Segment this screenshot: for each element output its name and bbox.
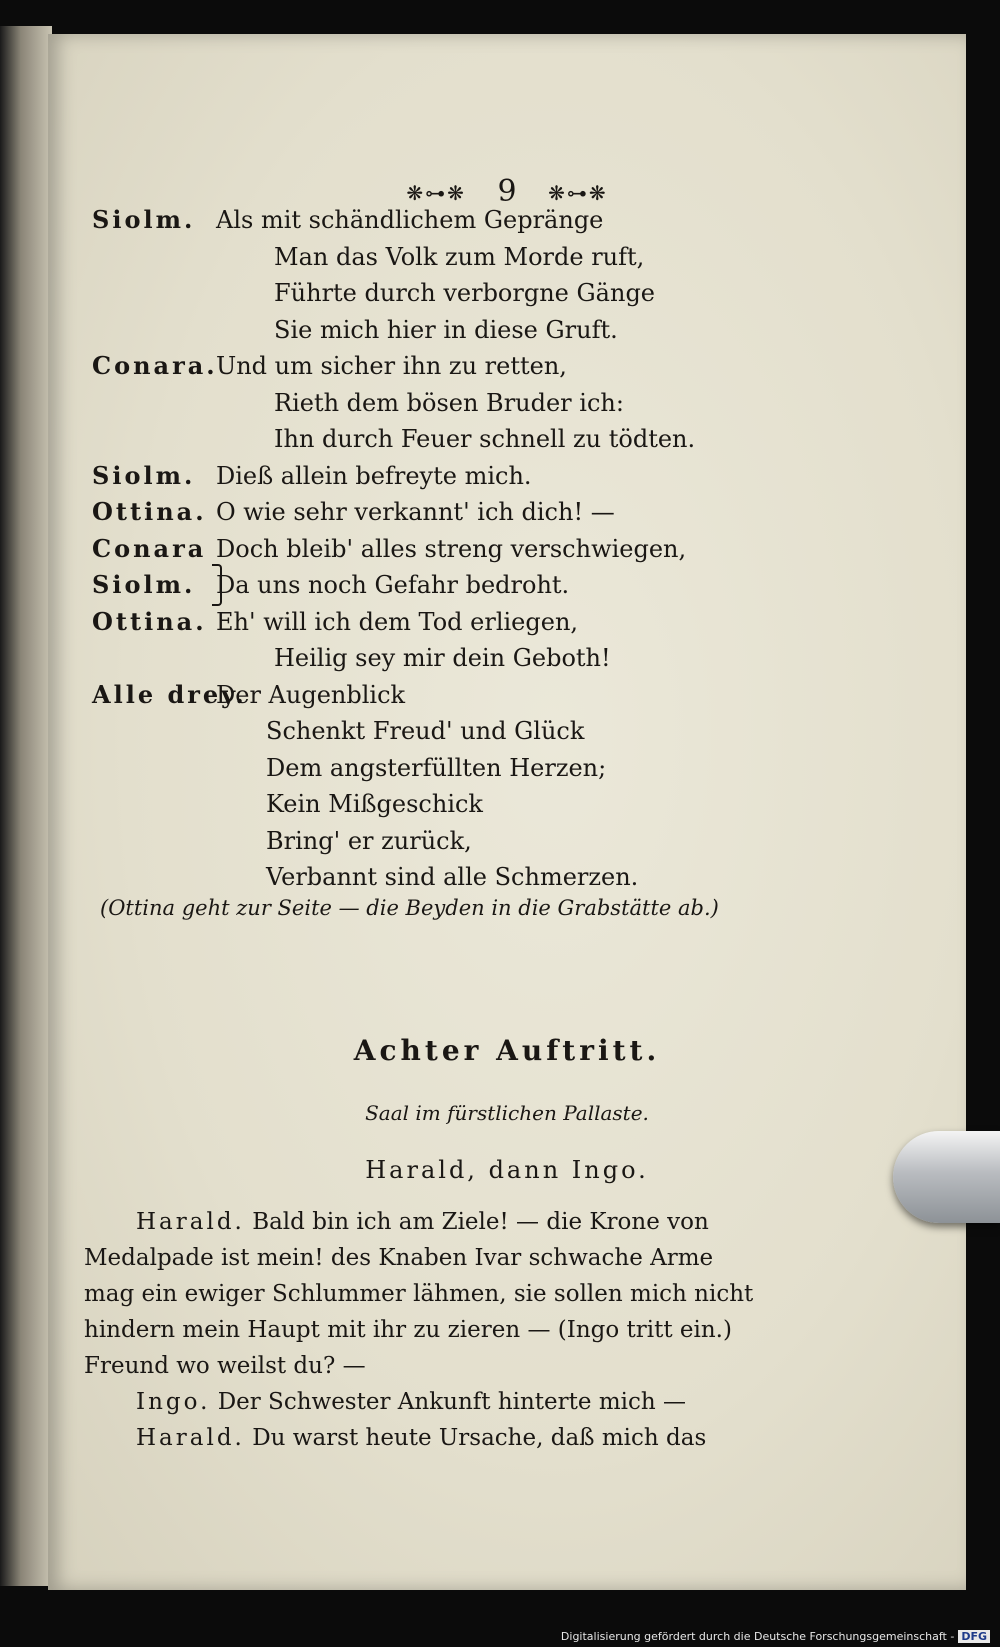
speaker-name: Ingo. bbox=[136, 1389, 211, 1415]
verse-line bbox=[92, 275, 655, 311]
prose-line: Freund wo weilst du? — bbox=[84, 1353, 366, 1379]
verse-line bbox=[92, 421, 695, 457]
footer-credit bbox=[561, 1630, 990, 1643]
footer-text: Digitalisierung gefördert durch die Deutsche Forschungsgemeinschaft - bbox=[560, 1630, 955, 1643]
scene-title: Achter Auftritt. bbox=[353, 1034, 661, 1067]
verse-text: O wie sehr verkannt' ich dich! — bbox=[216, 498, 615, 526]
verse-line bbox=[92, 567, 569, 603]
speaker-brace bbox=[212, 564, 222, 606]
verse-line bbox=[92, 458, 532, 494]
speaker-name: Siolm. bbox=[92, 205, 196, 234]
page-number: 9 bbox=[497, 174, 517, 209]
verse-line bbox=[92, 859, 638, 895]
verse-line bbox=[92, 604, 578, 640]
verse-text: Heilig sey mir dein Geboth! bbox=[274, 644, 611, 672]
verse-text: Verbannt sind alle Schmerzen. bbox=[266, 863, 639, 891]
verse-line bbox=[92, 494, 615, 530]
speaker-name: Ottina. bbox=[92, 606, 207, 636]
book-page bbox=[48, 34, 966, 1590]
prose-line: Medalpade ist mein! des Knaben Ivar schwache Arme bbox=[84, 1245, 714, 1271]
verse-line bbox=[92, 750, 606, 786]
verse-text: Schenkt Freud' und Glück bbox=[266, 717, 585, 745]
prose-line: mag ein ewiger Schlummer lähmen, sie sollen mich nicht bbox=[84, 1281, 754, 1307]
verse-text: Und um sicher ihn zu retten, bbox=[216, 352, 567, 380]
speaker-name: Ottina. bbox=[92, 497, 207, 526]
verse-text: Man das Volk zum Morde ruft, bbox=[274, 242, 645, 271]
prose-line bbox=[84, 1420, 814, 1456]
verse-text: Kein Mißgeschick bbox=[266, 790, 483, 818]
verse-text: Da uns noch Gefahr bedroht. bbox=[216, 571, 570, 599]
verse-line bbox=[92, 239, 644, 275]
verse-text: Ihn durch Feuer schnell zu tödten. bbox=[274, 425, 696, 453]
scene-persons: Harald, dann Ingo. bbox=[365, 1156, 649, 1184]
verse-line bbox=[92, 823, 472, 859]
prose-line bbox=[84, 1204, 814, 1240]
dfg-logo: DFG bbox=[958, 1630, 990, 1643]
verse-text: Der Augenblick bbox=[216, 680, 406, 709]
speaker-name: Siolm. bbox=[92, 570, 196, 599]
verse-line bbox=[92, 713, 584, 749]
book-binding-edge bbox=[0, 26, 52, 1586]
verse-line bbox=[92, 202, 603, 238]
verse-text: Dem angsterfüllten Herzen; bbox=[266, 753, 607, 782]
verse-line bbox=[92, 312, 618, 348]
verse-text: Sie mich hier in diese Gruft. bbox=[274, 315, 618, 344]
verse-line bbox=[92, 531, 686, 567]
verse-line bbox=[92, 385, 624, 421]
scene-place: Saal im fürstlichen Pallaste. bbox=[365, 1101, 649, 1125]
verse-line bbox=[92, 640, 611, 676]
ornament-right: ❋⊶❋ bbox=[548, 181, 608, 205]
prose-line bbox=[84, 1384, 814, 1420]
verse-text: Doch bleib' alles streng verschwiegen, bbox=[216, 534, 687, 563]
ornament-left: ❋⊶❋ bbox=[406, 181, 466, 205]
prose-text: Du warst heute Ursache, daß mich das bbox=[252, 1425, 707, 1451]
prose-text: Bald bin ich am Ziele! — die Krone von bbox=[252, 1209, 709, 1235]
verse-line bbox=[92, 786, 483, 822]
speaker-name: Conara. bbox=[92, 351, 218, 380]
prose-block bbox=[84, 1204, 814, 1456]
speaker-name: Siolm. bbox=[92, 460, 196, 490]
prose-text: Der Schwester Ankunft hinterte mich — bbox=[217, 1389, 686, 1415]
verse-text: Eh' will ich dem Tod erliegen, bbox=[216, 607, 579, 636]
verse-line bbox=[92, 348, 567, 384]
verse-text: Dieß allein befreyte mich. bbox=[216, 461, 532, 490]
verse-text: Als mit schändlichem Gepränge bbox=[216, 206, 604, 234]
stage-direction: (Ottina geht zur Seite — die Beyden in die Grabstätte ab.) bbox=[100, 896, 719, 920]
verse-text: Führte durch verborgne Gänge bbox=[274, 279, 656, 307]
speaker-name: Conara bbox=[92, 533, 207, 563]
prose-line: hindern mein Haupt mit ihr zu zieren — (Ingo tritt ein.) bbox=[84, 1317, 732, 1343]
page-clip bbox=[893, 1131, 1000, 1223]
speaker-name: Harald. bbox=[136, 1209, 245, 1235]
verse-text: Bring' er zurück, bbox=[266, 826, 472, 855]
speaker-name: Harald. bbox=[136, 1425, 245, 1451]
verse-text: Rieth dem bösen Bruder ich: bbox=[274, 388, 624, 417]
verse-line bbox=[92, 677, 405, 713]
speaker-name: Alle drey. bbox=[92, 679, 247, 709]
